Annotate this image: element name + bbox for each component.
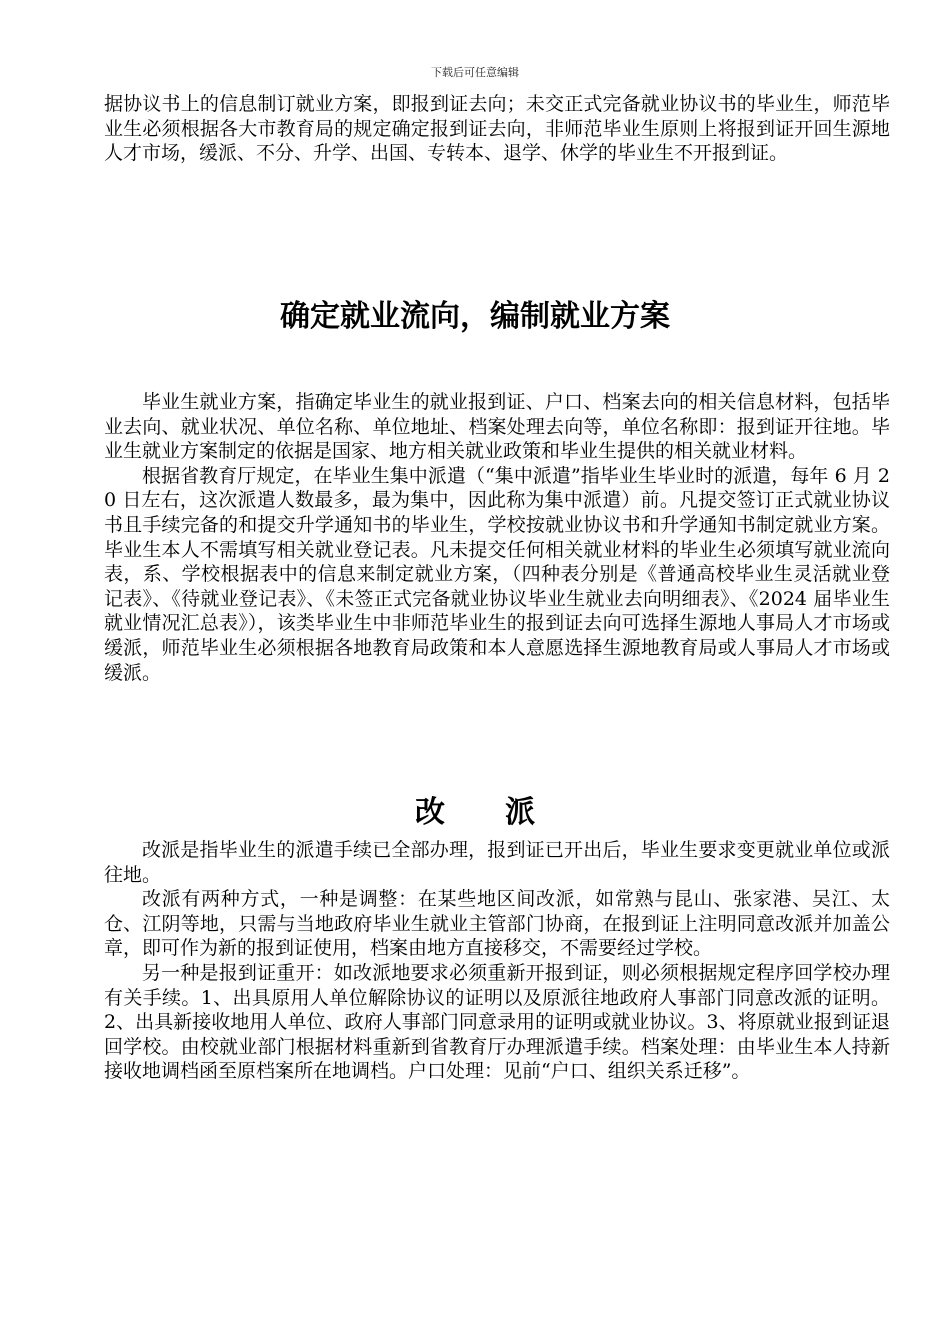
section-title-employment-plan: 确定就业流向，编制就业方案	[280, 299, 670, 334]
section-employment-plan	[104, 390, 890, 685]
running-header: 下载后可任意编辑	[431, 66, 519, 79]
body-paragraph: 改派有两种方式，一种是调整：在某些地区间改派，如常熟与昆山、张家港、吴江、太仓、江阴等地，只需与当地政府毕业生就业主管部门协商，在报到证上注明同意改派并加盖公章，即可作为新的报到证使用，档案由地方直接移交，不需要经过学校。	[104, 888, 890, 960]
intro-block	[104, 92, 890, 166]
section-title-reassignment: 改派	[415, 795, 595, 830]
body-paragraph: 毕业生就业方案，指确定毕业生的就业报到证、户口、档案去向的相关信息材料，包括毕业去向、就业状况、单位名称、单位地址、档案处理去向等，单位名称即：报到证开往地。毕业生就业方案制定的依据是国家、地方相关就业政策和毕业生提供的相关就业材料。	[104, 391, 890, 463]
section-reassignment	[104, 838, 890, 1084]
body-paragraph: 根据省教育厅规定，在毕业生集中派遣（“集中派遣”指毕业生毕业时的派遣，每年 6 月 20 日左右，这次派遣人数最多，最为集中，因此称为集中派遣）前。凡提交签订正式就业协议书且手续完备的和提交升学通知书的毕业生，学校按就业协议书和升学通知书制定就业方案。毕业生本人不需填写相关就业登记表。凡未提交任何相关就业材料的毕业生必须填写就业流向表，系、学校根据表中的信息来制定就业方案，（四种表分别是《普通高校毕业生灵活就业登记表》、《待就业登记表》、《未签正式完备就业协议毕业生就业去向明细表》、《2024 届毕业生就业情况汇总表》），该类毕业生中非师范毕业生的报到证去向可选择生源地人事局人才市场或缓派，师范毕业生必须根据各地教育局政策和本人意愿选择生源地教育局或人事局人才市场或缓派。	[104, 464, 890, 684]
body-paragraph: 改派是指毕业生的派遣手续已全部办理，报到证已开出后，毕业生要求变更就业单位或派往地。	[104, 839, 890, 886]
body-paragraph: 另一种是报到证重开：如改派地要求必须重新开报到证，则必须根据规定程序回学校办理有关手续。1、出具原用人单位解除协议的证明以及原派往地政府人事部门同意改派的证明。2、出具新接收地用人单位、政府人事部门同意录用的证明或就业协议。3、将原就业报到证退回学校。由校就业部门根据材料重新到省教育厅办理派遣手续。档案处理：由毕业生本人持新接收地调档函至原档案所在地调档。户口处理：见前“户口、组织关系迁移”。	[104, 961, 890, 1083]
intro-paragraph: 据协议书上的信息制订就业方案，即报到证去向；未交正式完备就业协议书的毕业生，师范毕业生必须根据各大市教育局的规定确定报到证去向，非师范毕业生原则上将报到证开回生源地人才市场，缓派、不分、升学、出国、专转本、退学、休学的毕业生不开报到证。	[104, 93, 890, 165]
